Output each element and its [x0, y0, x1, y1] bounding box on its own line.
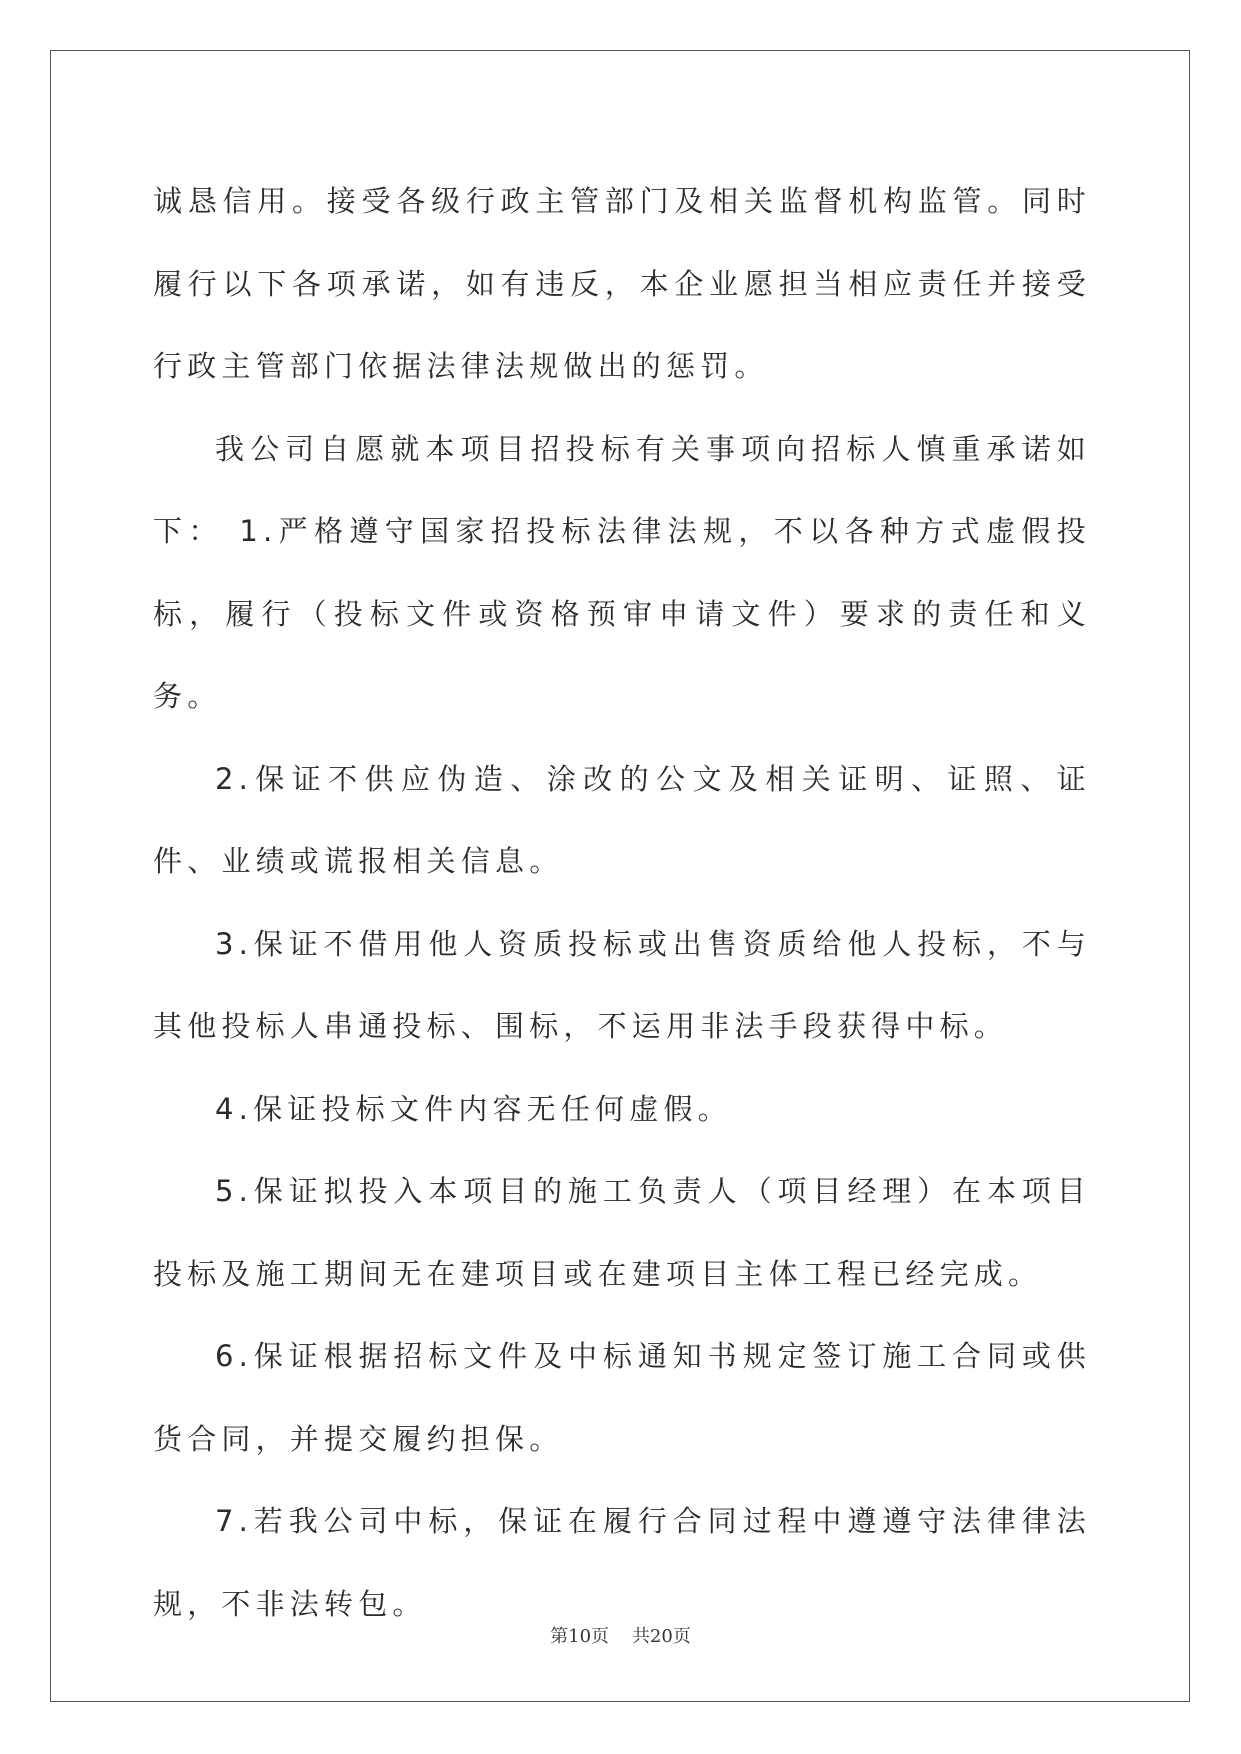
- document-body: [153, 160, 1091, 1645]
- paragraph-commitment-intro: 诚恳信用。接受各级行政主管部门及相关监督机构监管。同时履行以下各项承诺，如有违反，本企业愿担当相应责任并接受行政主管部门依据法律法规做出的惩罚。: [153, 184, 1091, 383]
- paragraph-commitment-1: 我公司自愿就本项目招投标有关事项向招标人慎重承诺如下： 1.严格遵守国家招投标法律法规，不以各种方式虚假投标，履行（投标文件或资格预审申请文件）要求的责任和义务。: [153, 431, 1091, 713]
- paragraph-commitment-5: 5.保证拟投入本项目的施工负责人（项目经理）在本项目投标及施工期间无在建项目或在建项目主体工程已经完成。: [153, 1174, 1091, 1291]
- paragraph-commitment-3: 3.保证不借用他人资质投标或出售资质给他人投标，不与其他投标人串通投标、围标，不运用非法手段获得中标。: [153, 926, 1091, 1043]
- paragraph-commitment-2: 2.保证不供应伪造、涂改的公文及相关证明、证照、证件、业绩或谎报相关信息。: [153, 761, 1091, 878]
- paragraph-commitment-7: 7.若我公司中标，保证在履行合同过程中遵遵守法律律法规，不非法转包。: [153, 1504, 1091, 1621]
- page-number: 第10页: [550, 1626, 610, 1647]
- paragraph-commitment-6: 6.保证根据招标文件及中标通知书规定签订施工合同或供货合同，并提交履约担保。: [153, 1339, 1091, 1456]
- page-total: 共20页: [631, 1626, 691, 1647]
- paragraph-commitment-4: 4.保证投标文件内容无任何虚假。: [215, 1091, 732, 1126]
- page-footer: [0, 1622, 1241, 1648]
